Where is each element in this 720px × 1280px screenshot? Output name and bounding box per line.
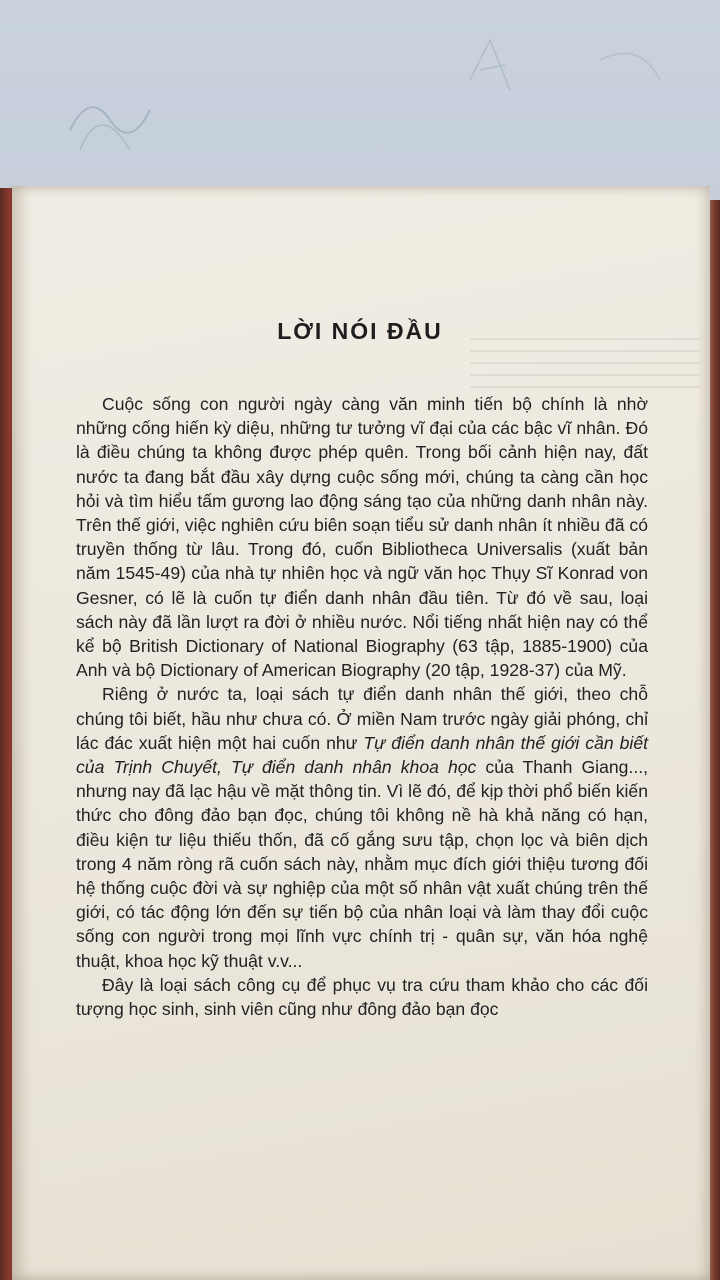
whiteboard-sketch — [0, 0, 720, 200]
body-text — [76, 392, 648, 1021]
paragraph-2-start: Riêng ở nước ta, loại sách tự điển danh nhân thế giới, theo chỗ chúng tôi biết, hầu như chưa có. Ở miền Nam trước ngày giải phóng, chỉ lác đác xuất hiện một hai cuốn như — [76, 684, 648, 753]
paragraph-2 — [76, 682, 648, 972]
paragraph-1: Cuộc sống con người ngày càng văn minh tiến bộ chính là nhờ những cống hiến kỳ diệu, những tư tưởng vĩ đại của các bậc vĩ nhân. Đó là điều chúng ta không được phép quên. Trong bối cảnh hiện nay, đất nước ta đang bắt đầu xây dựng cuộc sống mới, chúng ta càng cần học hỏi và tìm hiểu tấm gương lao động sáng tạo của những danh nhân này. Trên thế giới, việc nghiên cứu biên soạn tiểu sử danh nhân ít nhiều đã có truyền thống từ lâu. Trong đó, cuốn Bibliotheca Universalis (xuất bản năm 1545-49) của nhà tự nhiên học và ngữ văn học Thụy Sĩ Konrad von Gesner, có lẽ là cuốn tự điển danh nhân đầu tiên. Từ đó về sau, loại sách này đã lần lượt ra đời ở nhiều nước. Nổi tiếng nhất hiện nay có thể kể bộ British Dictionary of National Biography (63 tập, 1885-1900) của Anh và bộ Dictionary of American Biography (20 tập, 1928-37) của Mỹ. — [76, 394, 648, 681]
book-titles: Tự điển danh nhân thế giới cần biết của Trịnh Chuyết, Tự điển danh nhân khoa học — [76, 732, 648, 778]
paragraph-3: Đây là loại sách công cụ để phục vụ tra cứu tham khảo cho các đối tượng học sinh, sinh viên cũng như đông đảo bạn đọc — [76, 974, 648, 1020]
page-heading: LỜI NÓI ĐẦU — [277, 318, 443, 344]
paragraph-2-end: của Thanh Giang..., nhưng nay đã lạc hậu về mặt thông tin. Vì lẽ đó, để kịp thời phổ biến kiến thức cho đông đảo bạn đọc, chúng tôi không nề hà khả năng có hạn, điều kiện tư liệu thiếu thốn, đã cố gắng sưu tập, chọn lọc và biên dịch trong 4 năm ròng rã cuốn sách này, nhằm mục đích giới thiệu tương đối hệ thống cuộc đời và sự nghiệp của một số nhân vật xuất chúng trên thế giới, có tác động lớn đến sự tiến bộ của nhân loại và làm thay đổi cuộc sống con người trong mọi lĩnh vực chính trị - quân sự, văn hóa nghệ thuật, khoa học kỹ thuật v.v... — [76, 757, 648, 971]
show-through-text — [470, 338, 700, 398]
